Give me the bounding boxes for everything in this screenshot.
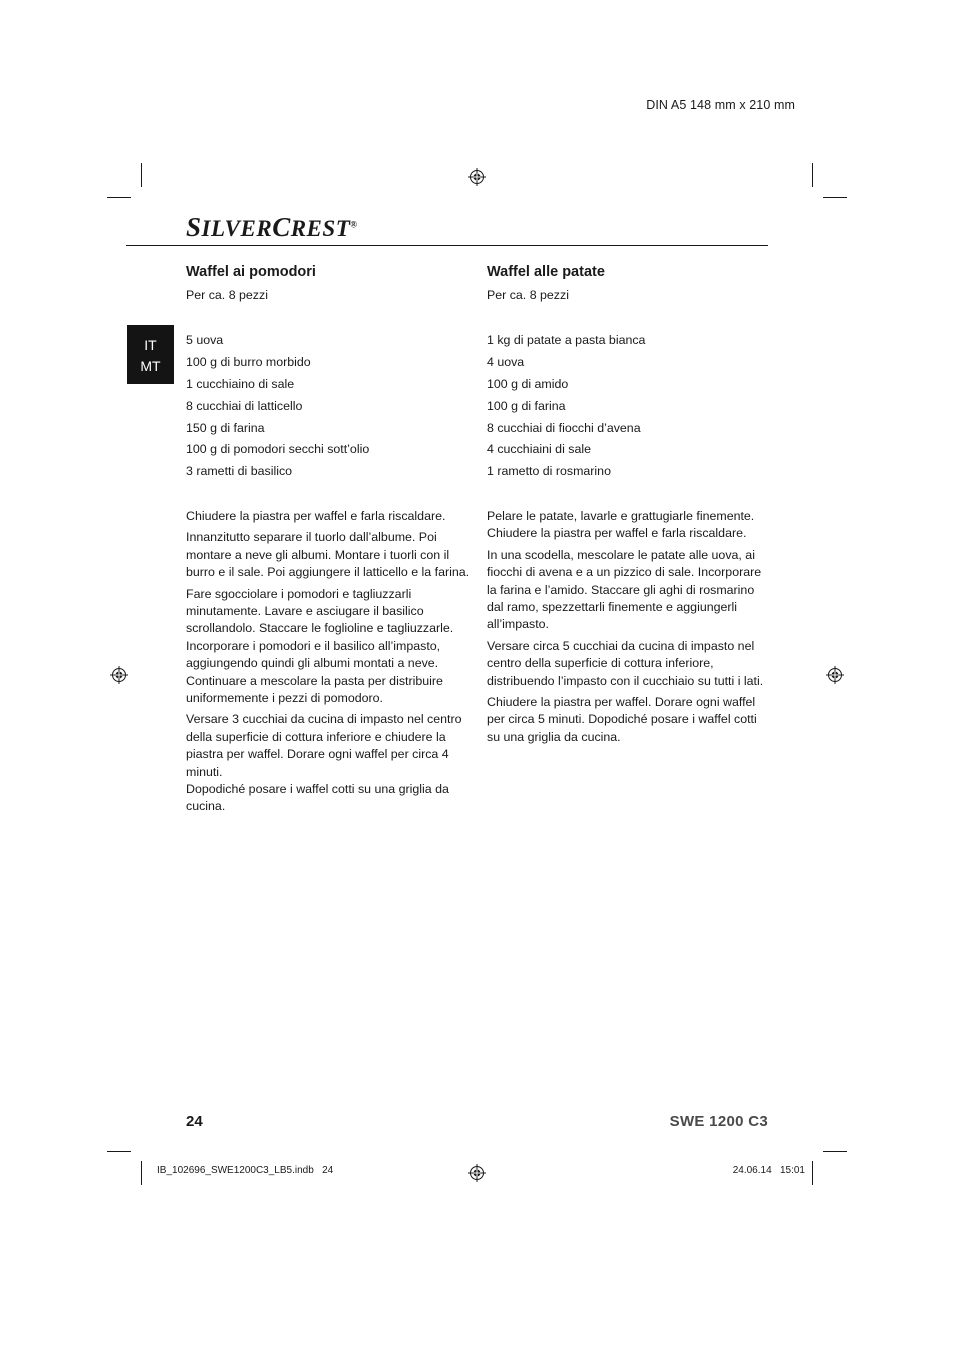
brand-logo: SILVERCREST®: [186, 212, 358, 242]
crop-mark: [141, 163, 142, 187]
step-paragraph: In una scodella, mescolare le patate alle uova, ai fiocchi di avena e a un pizzico di sale. Incorporare la farina e l’amido. Staccare gli aghi di rosmarino dal ramo, spezzettarli finemente e aggiungerli all’impasto.: [487, 547, 762, 632]
preparation-steps: [487, 508, 771, 746]
crop-mark: [107, 1151, 131, 1152]
ingredient-item: 150 g di farina: [186, 420, 265, 435]
language-code-mt: MT: [140, 358, 161, 374]
step-paragraph: Fare sgocciolare i pomodori e tagliuzzarli minutamente. Lavare e asciugare il basilico scrollandolo. Staccare le foglioline e tagliuzzarle. Incorporare i pomodori e il basilico all’impasto, aggiungendo quindi gli albumi montati a neve. Continuare a mescolare la pasta per distribuire uniformemente i pezzi di pomodoro.: [186, 586, 454, 706]
step-paragraph: Innanzitutto separare il tuorlo dall’albume. Poi montare a neve gli albumi. Montare i tuorli con il burro e il sale. Poi aggiungere il latticello e la farina.: [186, 530, 470, 580]
crop-mark: [812, 1161, 813, 1185]
language-code-it: IT: [144, 337, 157, 353]
step-paragraph: Chiudere la piastra per waffel. Dorare ogni waffel per circa 5 minuti. Dopodiché posare i waffel cotti su una griglia da cucina.: [487, 695, 757, 744]
registration-mark-icon: [826, 666, 844, 684]
recipe-tomato-waffles: [186, 262, 470, 820]
crop-mark: [141, 1161, 142, 1185]
recipe-servings: Per ca. 8 pezzi: [487, 288, 569, 302]
ingredient-item: 3 rametti di basilico: [186, 464, 293, 479]
ingredient-item: 8 cucchiai di fiocchi d’avena: [487, 420, 641, 435]
ingredient-item: 8 cucchiai di latticello: [186, 398, 303, 413]
crop-mark: [812, 163, 813, 187]
recipe-title: Waffel alle patate: [487, 264, 605, 280]
ingredient-item: 5 uova: [186, 333, 224, 348]
crop-mark: [107, 197, 131, 198]
step-paragraph: Pelare le patate, lavarle e grattugiarle finemente. Chiudere la piastra per waffel e farla riscaldare.: [487, 508, 755, 541]
step-paragraph: Chiudere la piastra per waffel e farla riscaldare.: [186, 508, 446, 523]
ingredient-item: 100 g di pomodori secchi sott’olio: [186, 442, 370, 457]
ingredient-item: 1 cucchiaino di sale: [186, 377, 295, 391]
ingredient-item: 100 g di farina: [487, 398, 566, 413]
recipe-title: Waffel ai pomodori: [186, 264, 316, 280]
ingredient-item: 100 g di burro morbido: [186, 355, 311, 370]
registration-mark-icon: [468, 1164, 486, 1182]
print-slug-datetime: 24.06.14 15:01: [732, 1165, 805, 1176]
recipe-servings: Per ca. 8 pezzi: [186, 288, 268, 302]
crop-mark: [823, 1151, 847, 1152]
preparation-steps: [186, 508, 470, 816]
ingredient-item: 4 cucchiaini di sale: [487, 442, 592, 457]
registration-mark-icon: [110, 666, 128, 684]
ingredient-list: [186, 330, 470, 483]
crop-mark: [823, 197, 847, 198]
ingredient-item: 4 uova: [487, 355, 525, 370]
print-slug-file: IB_102696_SWE1200C3_LB5.indb 24: [157, 1165, 334, 1176]
ingredient-item: 100 g di amido: [487, 377, 569, 391]
model-number: SWE 1200 C3: [669, 1113, 768, 1130]
language-tab: [127, 325, 174, 384]
step-paragraph: Versare 3 cucchiai da cucina di impasto nel centro della superficie di cottura inferiore e chiudere la piastra per waffel. Dorare ogni waffel per circa 4 minuti.: [186, 712, 462, 779]
step-paragraph: Versare circa 5 cucchiai da cucina di impasto nel centro della superficie di cottura inferiore, distribuendo l’impasto con il cucchiaio su tutti i lati.: [487, 638, 764, 688]
recipe-potato-waffles: [487, 262, 771, 750]
print-format-label: DIN A5 148 mm x 210 mm: [646, 98, 795, 112]
registration-mark-icon: [468, 168, 486, 186]
ingredient-item: 1 rametto di rosmarino: [487, 464, 611, 479]
page-number: 24: [186, 1113, 203, 1130]
ingredient-item: 1 kg di patate a pasta bianca: [487, 333, 646, 348]
step-paragraph: Dopodiché posare i waffel cotti su una griglia da cucina.: [186, 782, 449, 814]
header-divider: [126, 245, 768, 246]
ingredient-list: [487, 330, 771, 483]
